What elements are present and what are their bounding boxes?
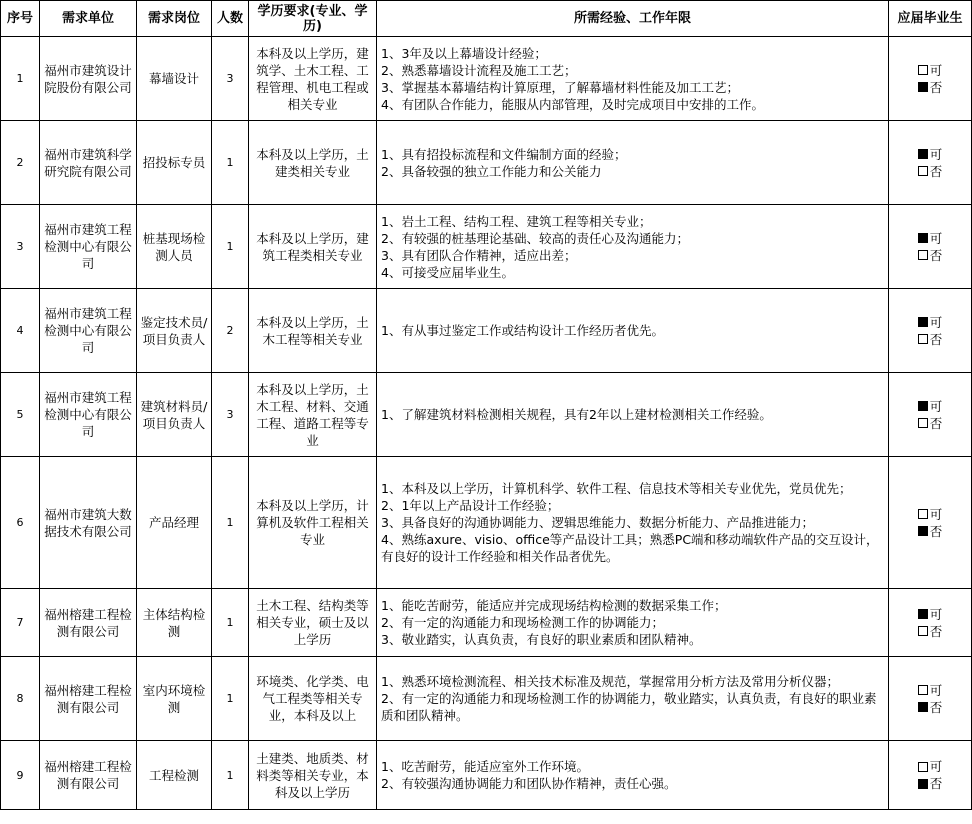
option-label: 否 [929, 623, 943, 639]
option-no [918, 699, 943, 716]
option-no [918, 415, 943, 432]
header-seq: 序号 [1, 1, 40, 37]
row-experience [377, 657, 889, 741]
row-education-text: 土木工程、结构类等相关专业，硕士及以上学历 [256, 598, 369, 647]
row-experience [377, 373, 889, 457]
row-education-text: 本科及以上学历，土木工程、材料、交通工程、道路工程等专业 [256, 381, 369, 448]
option-label: 否 [929, 523, 943, 539]
row-education-text: 本科及以上学历，建筑工程类相关专业 [256, 230, 369, 263]
experience-line: 3、敬业踏实，认真负责，有良好的职业素质和团队精神。 [381, 632, 702, 647]
option-no [918, 623, 943, 640]
option-label: 可 [929, 314, 943, 330]
row-education [249, 37, 377, 121]
experience-line: 4、熟练axure、visio、office等产品设计工具；熟悉PC端和移动端软件产品的交互设计，有良好的设计工作经验和相关作品者优先。 [381, 532, 879, 564]
table-row [1, 205, 972, 289]
experience-line: 2、有较强的桩基理论基础、较高的责任心及沟通能力； [381, 230, 689, 246]
row-fresh-grad [889, 457, 972, 589]
option-yes [918, 758, 943, 775]
row-experience [377, 37, 889, 121]
row-fresh-grad [889, 657, 972, 741]
header-experience: 所需经验、工作年限 [377, 1, 889, 37]
experience-line: 1、吃苦耐劳，能适应室外工作环境。 [381, 759, 589, 774]
row-fresh-grad [889, 205, 972, 289]
option-no [918, 775, 943, 792]
row-unit: 福州榕建工程检测有限公司 [40, 589, 137, 657]
option-yes [918, 682, 943, 699]
experience-line: 1、具有招投标流程和文件编制方面的经验； [381, 146, 627, 162]
row-position: 产品经理 [137, 457, 212, 589]
row-education [249, 457, 377, 589]
row-unit: 福州市建筑设计院股份有限公司 [40, 37, 137, 121]
option-label: 可 [929, 398, 943, 414]
checkbox-icon [918, 65, 928, 75]
row-seq: 6 [1, 457, 40, 589]
row-fresh-grad [889, 589, 972, 657]
row-position: 工程检测 [137, 741, 212, 810]
checkbox-icon [918, 685, 928, 695]
option-label: 可 [929, 506, 943, 522]
table-row [1, 741, 972, 810]
option-yes [918, 398, 943, 415]
row-seq: 8 [1, 657, 40, 741]
experience-line: 1、熟悉环境检测流程、相关技术标准及规范，掌握常用分析方法及常用分析仪器； [381, 674, 839, 689]
checkbox-icon [918, 779, 928, 789]
option-label: 否 [929, 79, 943, 95]
header-fresh-grad: 应届毕业生 [889, 1, 972, 37]
row-fresh-grad [889, 373, 972, 457]
option-label: 否 [929, 415, 943, 431]
checkbox-icon [918, 149, 928, 159]
experience-line: 3、掌握基本幕墙结构计算原理，了解幕墙材料性能及加工工艺； [381, 79, 739, 95]
table-row [1, 121, 972, 205]
option-label: 可 [929, 230, 943, 246]
header-position: 需求岗位 [137, 1, 212, 37]
row-education [249, 589, 377, 657]
row-seq: 3 [1, 205, 40, 289]
option-no [918, 163, 943, 180]
row-experience [377, 741, 889, 810]
row-position: 桩基现场检测人员 [137, 205, 212, 289]
option-label: 否 [929, 699, 943, 715]
option-yes [918, 506, 943, 523]
row-count: 2 [212, 289, 249, 373]
experience-line: 1、3年及以上幕墙设计经验； [381, 45, 547, 61]
experience-line: 3、具备良好的沟通协调能力、逻辑思维能力、数据分析能力、产品推进能力； [381, 515, 814, 530]
option-label: 可 [929, 759, 943, 774]
option-no [918, 79, 943, 96]
row-seq: 7 [1, 589, 40, 657]
row-education-text: 本科及以上学历，土建类相关专业 [256, 146, 369, 179]
experience-line: 2、具备较强的独立工作能力和公关能力 [381, 163, 602, 179]
option-label: 否 [929, 331, 943, 347]
checkbox-icon [918, 762, 928, 772]
option-yes [918, 146, 943, 163]
row-count: 1 [212, 657, 249, 741]
row-unit: 福州市建筑工程检测中心有限公司 [40, 373, 137, 457]
option-no [918, 247, 943, 264]
checkbox-icon [918, 526, 928, 536]
row-unit: 福州市建筑工程检测中心有限公司 [40, 205, 137, 289]
row-position: 幕墙设计 [137, 37, 212, 121]
row-unit: 福州市建筑大数据技术有限公司 [40, 457, 137, 589]
checkbox-icon [918, 626, 928, 636]
experience-line: 1、岩土工程、结构工程、建筑工程等相关专业； [381, 213, 652, 229]
option-label: 否 [929, 163, 943, 179]
checkbox-icon [918, 250, 928, 260]
checkbox-icon [918, 401, 928, 411]
checkbox-icon [918, 702, 928, 712]
header-education: 学历要求(专业、学历) [249, 1, 377, 37]
row-unit: 福州榕建工程检测有限公司 [40, 657, 137, 741]
row-position: 主体结构检测 [137, 589, 212, 657]
experience-line: 1、能吃苦耐劳，能适应并完成现场结构检测的数据采集工作； [381, 598, 727, 613]
row-seq: 4 [1, 289, 40, 373]
checkbox-icon [918, 233, 928, 243]
row-fresh-grad [889, 121, 972, 205]
row-seq: 9 [1, 741, 40, 810]
option-yes [918, 230, 943, 247]
experience-line: 2、有一定的沟通能力和现场检测工作的协调能力，敬业踏实，认真负责，有良好的职业素质和团队精神。 [381, 691, 877, 723]
checkbox-icon [918, 609, 928, 619]
table-row [1, 589, 972, 657]
option-label: 否 [929, 247, 943, 263]
experience-line: 3、具有团队合作精神，适应出差； [381, 247, 577, 263]
option-label: 可 [929, 606, 943, 622]
table-row [1, 37, 972, 121]
row-experience [377, 457, 889, 589]
row-fresh-grad [889, 289, 972, 373]
row-seq: 2 [1, 121, 40, 205]
option-label: 可 [929, 146, 943, 162]
row-education-text: 环境类、化学类、电气工程类等相关专业，本科及以上 [256, 674, 369, 723]
row-count: 1 [212, 589, 249, 657]
row-seq: 5 [1, 373, 40, 457]
row-education [249, 657, 377, 741]
experience-line: 2、1年以上产品设计工作经验； [381, 498, 560, 513]
row-unit: 福州市建筑工程检测中心有限公司 [40, 289, 137, 373]
row-unit: 福州市建筑科学研究院有限公司 [40, 121, 137, 205]
checkbox-icon [918, 509, 928, 519]
row-count: 1 [212, 741, 249, 810]
checkbox-icon [918, 166, 928, 176]
option-no [918, 523, 943, 540]
checkbox-icon [918, 418, 928, 428]
row-count: 1 [212, 457, 249, 589]
experience-line: 2、有较强沟通协调能力和团队协作精神，责任心强。 [381, 776, 677, 791]
table-row [1, 657, 972, 741]
table-row [1, 373, 972, 457]
header-count: 人数 [212, 1, 249, 37]
checkbox-icon [918, 317, 928, 327]
row-education [249, 121, 377, 205]
row-position: 室内环境检测 [137, 657, 212, 741]
row-position: 建筑材料员/项目负责人 [137, 373, 212, 457]
row-education [249, 205, 377, 289]
row-education-text: 本科及以上学历，建筑学、土木工程、工程管理、机电工程或相关专业 [256, 45, 369, 112]
row-experience [377, 205, 889, 289]
experience-line: 1、本科及以上学历，计算机科学、软件工程、信息技术等相关专业优先，党员优先； [381, 481, 852, 496]
row-education-text: 本科及以上学历，计算机及软件工程相关专业 [256, 498, 369, 547]
experience-line: 2、熟悉幕墙设计流程及施工工艺； [381, 62, 577, 78]
experience-line: 1、了解建筑材料检测相关规程，具有2年以上建材检测相关工作经验。 [381, 407, 772, 422]
row-experience [377, 121, 889, 205]
row-unit: 福州榕建工程检测有限公司 [40, 741, 137, 810]
table-row [1, 289, 972, 373]
option-label: 否 [929, 776, 943, 791]
table-row [1, 457, 972, 589]
row-seq: 1 [1, 37, 40, 121]
option-no [918, 331, 943, 348]
experience-line: 4、可接受应届毕业生。 [381, 264, 514, 280]
row-experience [377, 289, 889, 373]
option-label: 可 [929, 682, 943, 698]
checkbox-icon [918, 82, 928, 92]
experience-line: 2、有一定的沟通能力和现场检测工作的协调能力； [381, 615, 664, 630]
header-unit: 需求单位 [40, 1, 137, 37]
row-count: 3 [212, 37, 249, 121]
row-count: 1 [212, 205, 249, 289]
row-count: 1 [212, 121, 249, 205]
row-fresh-grad [889, 741, 972, 810]
row-education-text: 土建类、地质类、材料类等相关专业，本科及以上学历 [256, 750, 369, 800]
row-education-text: 本科及以上学历，土木工程等相关专业 [256, 314, 369, 347]
row-position: 招投标专员 [137, 121, 212, 205]
experience-line: 4、有团队合作能力，能服从内部管理，及时完成项目中安排的工作。 [381, 96, 764, 112]
row-fresh-grad [889, 37, 972, 121]
row-education [249, 373, 377, 457]
row-experience [377, 589, 889, 657]
option-yes [918, 62, 943, 79]
option-yes [918, 314, 943, 331]
option-yes [918, 606, 943, 623]
row-position: 鉴定技术员/项目负责人 [137, 289, 212, 373]
option-label: 可 [929, 62, 943, 78]
checkbox-icon [918, 334, 928, 344]
experience-line: 1、有从事过鉴定工作或结构设计工作经历者优先。 [381, 323, 664, 338]
row-education [249, 741, 377, 810]
row-education [249, 289, 377, 373]
row-count: 3 [212, 373, 249, 457]
